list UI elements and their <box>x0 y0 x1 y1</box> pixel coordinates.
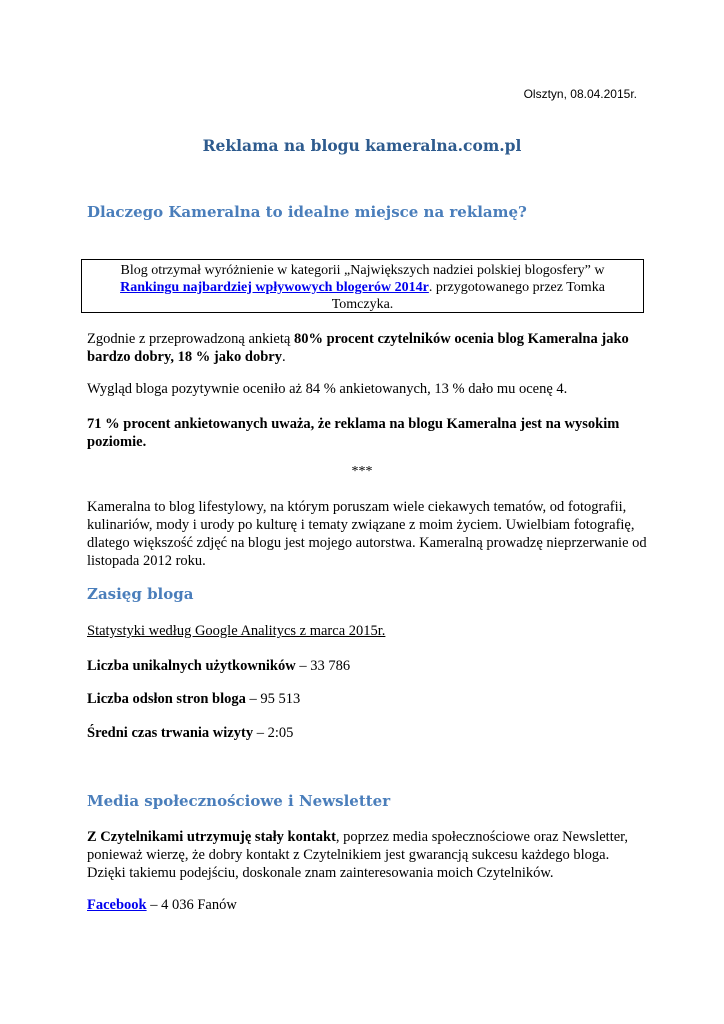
social-highlight: Z Czytelnikami utrzymuję stały kontakt <box>87 829 336 845</box>
stat-row-pageviews <box>87 690 647 708</box>
stat-value: – 2:05 <box>253 725 294 741</box>
stat-row-unique-users <box>87 657 647 675</box>
facebook-fans: – 4 036 Fanów <box>146 897 237 913</box>
stat-row-visit-duration <box>87 724 647 742</box>
award-line-3: Tomczyka. <box>331 297 394 312</box>
stat-value: – 33 786 <box>295 658 351 674</box>
award-box <box>81 259 644 313</box>
social-text: , poprzez media społecznościowe oraz Newsletter, ponieważ wierzę, że dobry kontakt z Czytelnikiem jest gwarancją sukcesu każdego bloga. Dzięki takiemu podejściu, doskonale znam zainteresowania moich Czytelników. <box>87 829 629 881</box>
award-line-2 <box>82 279 643 296</box>
award-line-2-rest: . przygotowanego przez Tomka <box>428 280 605 295</box>
separator: *** <box>351 464 373 479</box>
facebook-row <box>87 896 647 914</box>
survey-paragraph-1 <box>87 330 647 366</box>
section-heading-social: Media społecznościowe i Newsletter <box>87 792 391 810</box>
blog-description: Kameralna to blog lifestylowy, na którym poruszam wiele ciekawych tematów, od fotografii, kulinariów, mody i urody po kulturę i tematy związane z moim życiem. Uwielbiam fotografię, dlatego większość zdjęć na blogu jest mojego autorstwa. Kameralną prowadzę nieprzerwanie od listopada 2012 roku. <box>87 499 647 569</box>
facebook-link[interactable]: Facebook <box>87 897 147 913</box>
section-heading-why: Dlaczego Kameralna to idealne miejsce na reklamę? <box>87 203 527 221</box>
survey-paragraph-2: Wygląd bloga pozytywnie oceniło aż 84 % ankietowanych, 13 % dało mu ocenę 4. <box>87 381 568 397</box>
stat-label: Liczba unikalnych użytkowników <box>87 658 296 674</box>
stat-label: Średni czas trwania wizyty <box>87 725 254 741</box>
section-heading-reach: Zasięg bloga <box>87 585 194 603</box>
document-title: Reklama na blogu kameralna.com.pl <box>202 136 522 155</box>
award-line-1: Blog otrzymał wyróżnienie w kategorii „Największych nadziei polskiej blogosfery” w <box>120 263 605 278</box>
survey-period: . <box>281 349 286 365</box>
stat-label: Liczba odsłon stron bloga <box>87 691 246 707</box>
social-paragraph <box>87 828 647 882</box>
ranking-link[interactable]: Rankingu najbardziej wpływowych blogerów 2014r <box>120 280 429 295</box>
stat-value: – 95 513 <box>245 691 301 707</box>
survey-highlight: 80% procent czytelników ocenia blog Kameralna jako bardzo dobry, 18 % jako dobry <box>87 331 629 365</box>
survey-paragraph-3: 71 % procent ankietowanych uważa, że reklama na blogu Kameralna jest na wysokim poziomie. <box>87 416 620 450</box>
document-date: Olsztyn, 08.04.2015r. <box>523 87 637 101</box>
stats-caption: Statystyki według Google Analitycs z marca 2015r. <box>87 623 386 639</box>
survey-text: Zgodnie z przeprowadzoną ankietą <box>87 331 294 347</box>
